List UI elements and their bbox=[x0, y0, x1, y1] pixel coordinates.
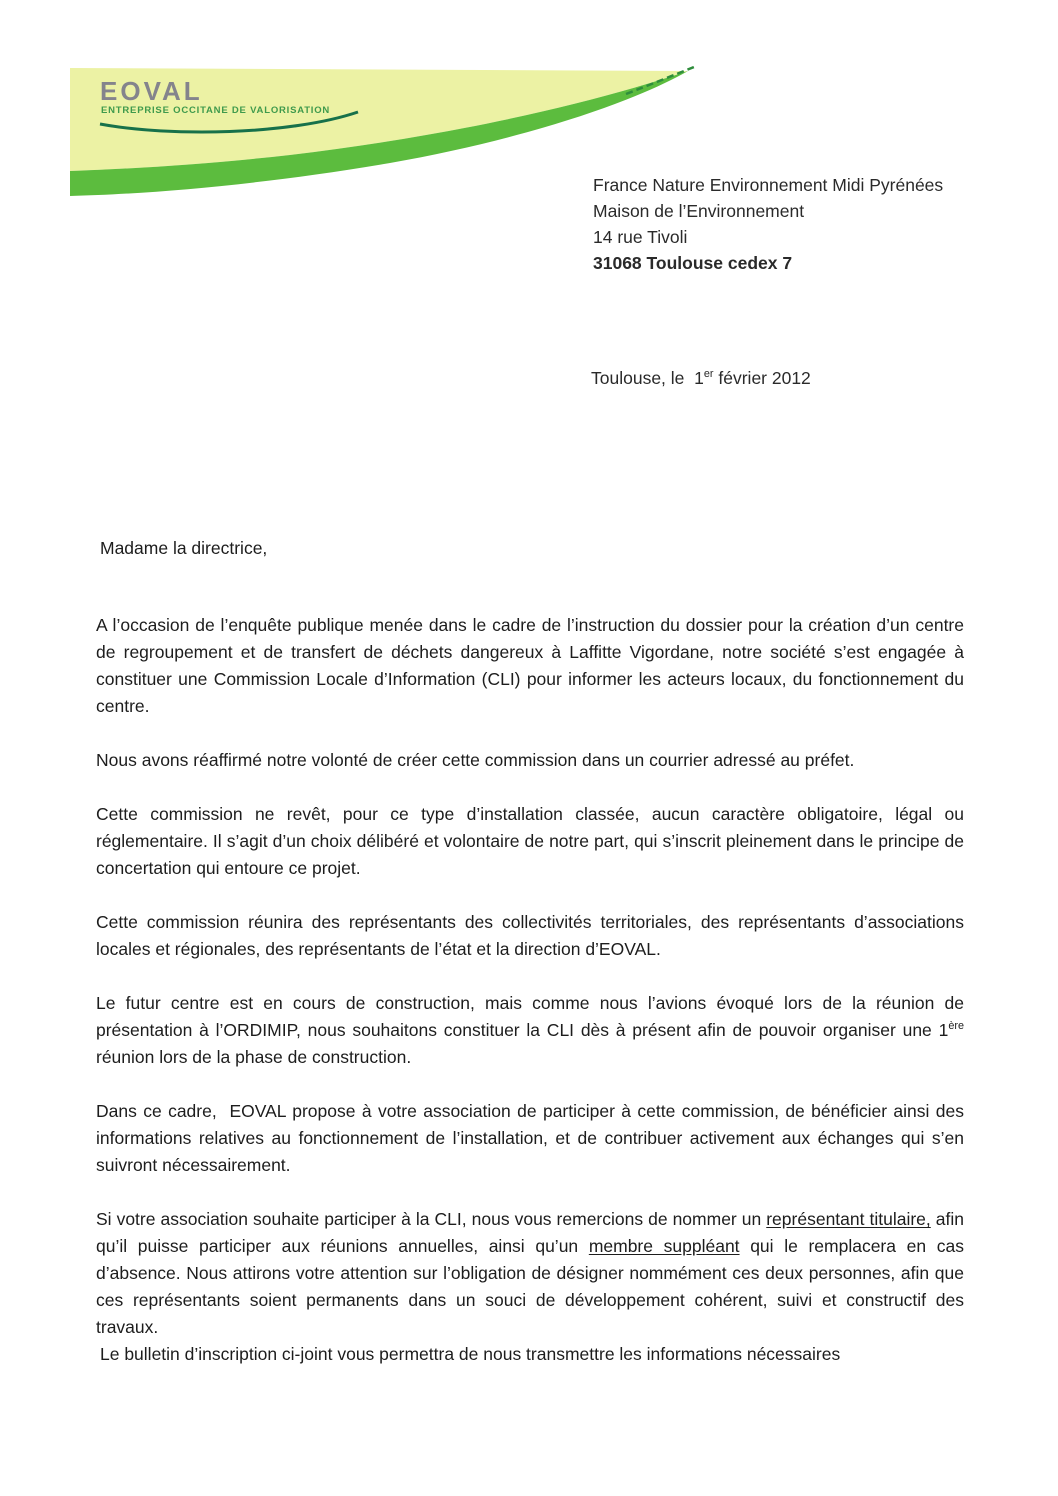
paragraph bbox=[96, 1341, 964, 1368]
text-segment: ère bbox=[948, 1020, 964, 1033]
recipient-line: Maison de l’Environnement bbox=[593, 201, 805, 221]
text-segment: réunion lors de la phase de construction. bbox=[96, 1047, 412, 1067]
text-segment: Si votre association souhaite participer à la CLI, nous vous remercions de nommer un bbox=[96, 1209, 767, 1229]
paragraph bbox=[96, 747, 964, 774]
paragraph bbox=[96, 801, 964, 882]
paragraph bbox=[96, 990, 964, 1071]
text-segment: Le futur centre est en cours de construction, mais comme nous l’avions évoqué lors de la réunion de présentation à l’ORDIMIP, nous souhaitons constituer la CLI dès à présent afin de pouvoir organiser une 1 bbox=[96, 993, 964, 1040]
letter-body bbox=[96, 535, 964, 1395]
dateline-prefix: Toulouse, le 1 bbox=[591, 368, 704, 388]
dateline-suffix: février 2012 bbox=[713, 368, 811, 388]
underlined-text: représentant titulaire, bbox=[766, 1209, 931, 1229]
salutation: Madame la directrice, bbox=[100, 538, 268, 558]
recipient-address bbox=[593, 172, 943, 276]
dateline bbox=[591, 368, 811, 389]
text-segment: Nous avons réaffirmé notre volonté de créer cette commission dans un courrier adressé au préfet. bbox=[96, 750, 855, 770]
text-segment: afin qu’il puisse participer aux réunions annuelles, ainsi qu’un bbox=[96, 1209, 965, 1256]
dateline-ordinal: er bbox=[703, 368, 714, 381]
letter-paragraphs bbox=[96, 612, 964, 1368]
paragraph bbox=[96, 1206, 964, 1341]
paragraph bbox=[96, 1098, 964, 1179]
brand-name: EOVAL bbox=[100, 76, 203, 106]
paragraph bbox=[96, 612, 964, 720]
text-segment: Cette commission ne revêt, pour ce type d’installation classée, aucun caractère obligatoire, légal ou réglementaire. Il s’agit d’un choix délibéré et volontaire de notre part, qui s’inscrit pleinement dans le principe de concertation qui entoure ce projet. bbox=[96, 804, 964, 878]
text-segment: A l’occasion de l’enquête publique menée dans le cadre de l’instruction du dossier pour la création d’un centre de regroupement et de transfert de déchets dangereux à Laffitte Vigordane, notre société s’est engagée à constituer une Commission Locale d’Information (CLI) pour informer les acteurs locaux, du fonctionnement du centre. bbox=[96, 615, 964, 716]
text-segment: Cette commission réunira des représentants des collectivités territoriales, des représentants d’associations locales et régionales, des représentants de l’état et la direction d’EOVAL. bbox=[96, 912, 964, 959]
underlined-text: membre suppléant bbox=[588, 1236, 740, 1256]
text-segment: Dans ce cadre, EOVAL propose à votre association de participer à cette commission, de bénéficier ainsi des informations relatives au fonctionnement de l’installation, et de contribuer activement aux échanges qui s’en suivront nécessairement. bbox=[96, 1101, 964, 1175]
recipient-line-postal: 31068 Toulouse cedex 7 bbox=[593, 253, 793, 273]
text-segment: Le bulletin d’inscription ci-joint vous permettra de nous transmettre les informations nécessaires bbox=[100, 1344, 841, 1364]
recipient-line: 14 rue Tivoli bbox=[593, 227, 688, 247]
recipient-line: France Nature Environnement Midi Pyrénées bbox=[593, 175, 944, 195]
text-segment: qui le remplacera en cas d’absence. Nous attirons votre attention sur l’obligation de désigner nommément ces deux personnes, afin que ces représentants soient permanents dans un souci de développement cohérent, suivi et constructif des travaux. bbox=[96, 1236, 964, 1337]
brand-tagline: ENTREPRISE OCCITANE DE VALORISATION bbox=[101, 105, 331, 116]
paragraph bbox=[96, 909, 964, 963]
